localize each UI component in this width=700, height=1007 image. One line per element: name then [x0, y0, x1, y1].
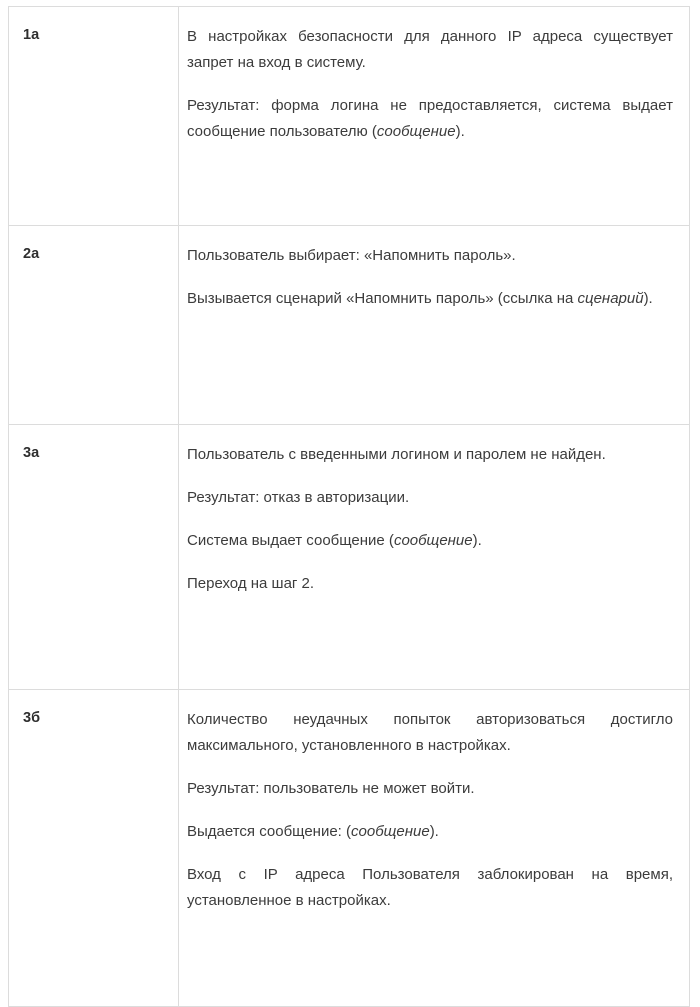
body-text: Результат: отказ в авторизации.	[187, 489, 410, 506]
table-row	[9, 425, 690, 690]
body-text: Вход с IP адреса Пользователя заблокирован на время, установленное в настройках.	[187, 866, 673, 909]
paragraph	[187, 286, 673, 312]
step-description-cell	[179, 226, 690, 425]
paragraph	[187, 862, 673, 914]
body-text: Количество неудачных попыток авторизоваться достигло максимального, установленного в настройках.	[187, 711, 673, 754]
body-text: Пользователь с введенными логином и паролем не найден.	[187, 446, 606, 463]
emphasis-text: сообщение	[376, 123, 456, 140]
step-id-cell: 1а	[9, 7, 179, 226]
body-text: ).	[455, 123, 465, 140]
body-text: Результат: форма логина не предоставляется, система выдает сообщение пользователю (	[187, 97, 673, 140]
table-body	[9, 7, 690, 1007]
body-text: Система выдает сообщение (	[187, 532, 394, 549]
body-text: Вызывается сценарий «Напомнить пароль» (ссылка на	[187, 290, 578, 307]
emphasis-text: сообщение	[351, 823, 430, 840]
emphasis-text: сценарий	[577, 290, 644, 307]
paragraph	[187, 442, 673, 468]
alternative-flows-table	[8, 6, 690, 1007]
body-text: Результат: пользователь не может войти.	[187, 780, 475, 797]
paragraph	[187, 528, 673, 554]
body-text: Выдается сообщение: (	[187, 823, 352, 840]
body-text: Переход на шаг 2.	[187, 575, 315, 592]
step-id-cell: 3а	[9, 425, 179, 690]
paragraph	[187, 243, 673, 269]
step-id-cell: 2а	[9, 226, 179, 425]
table-row	[9, 690, 690, 1007]
step-description-cell	[179, 7, 690, 226]
paragraph	[187, 485, 673, 511]
paragraph	[187, 776, 673, 802]
paragraph	[187, 24, 673, 76]
body-text: Пользователь выбирает: «Напомнить пароль».	[187, 247, 516, 264]
table-row	[9, 7, 690, 226]
body-text: ).	[429, 823, 439, 840]
body-text: ).	[643, 290, 653, 307]
table-row	[9, 226, 690, 425]
step-description-cell	[179, 690, 690, 1007]
body-text: ).	[472, 532, 482, 549]
step-id-cell: 3б	[9, 690, 179, 1007]
body-text: В настройках безопасности для данного IP адреса существует запрет на вход в систему.	[187, 28, 673, 71]
paragraph	[187, 819, 673, 845]
paragraph	[187, 707, 673, 759]
paragraph	[187, 571, 673, 597]
emphasis-text: сообщение	[393, 532, 473, 549]
paragraph	[187, 93, 673, 145]
step-description-cell	[179, 425, 690, 690]
